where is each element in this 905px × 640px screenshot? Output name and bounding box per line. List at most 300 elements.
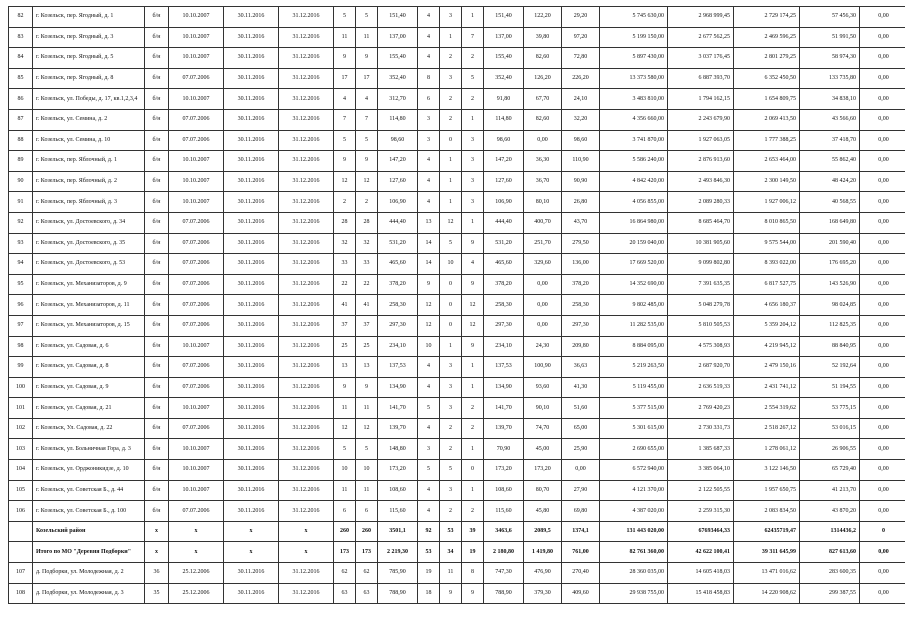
cell-b: 9 <box>356 48 378 69</box>
cell-i: 1374,1 <box>562 521 600 542</box>
cell-b: 63 <box>356 583 378 604</box>
cell-l: 14 220 908,62 <box>734 583 800 604</box>
cell-e: 5 <box>440 460 462 481</box>
table-row <box>9 130 905 151</box>
cell-i: 72,80 <box>562 48 600 69</box>
cell-addr: г. Козельск, ул. Механизаторов, д. 15 <box>33 315 145 336</box>
cell-d1: 07.07.2006 <box>169 315 224 336</box>
cell-m: 65 729,40 <box>800 460 860 481</box>
cell-d3: 31.12.2016 <box>279 151 334 172</box>
cell-b: 11 <box>356 398 378 419</box>
cell-a: 173 <box>334 542 356 563</box>
cell-n: 0,00 <box>860 501 905 522</box>
cell-d3: 31.12.2016 <box>279 336 334 357</box>
cell-doc: б/н <box>145 130 169 151</box>
table-row <box>9 315 905 336</box>
cell-d: 4 <box>418 357 440 378</box>
cell-no: 108 <box>9 583 33 604</box>
cell-j: 131 443 020,00 <box>600 521 668 542</box>
cell-m: 48 424,20 <box>800 171 860 192</box>
cell-addr: г. Козельск, ул. Советская Б., д. 100 <box>33 501 145 522</box>
cell-no: 86 <box>9 89 33 110</box>
cell-e: 34 <box>440 542 462 563</box>
cell-doc: б/н <box>145 439 169 460</box>
cell-doc: б/н <box>145 192 169 213</box>
cell-addr: г. Козельск, ул. Садовая, д. 8 <box>33 357 145 378</box>
cell-m: 1314436,2 <box>800 521 860 542</box>
cell-n: 0 <box>860 521 905 542</box>
cell-f: 3 <box>462 130 484 151</box>
cell-c: 531,20 <box>378 233 418 254</box>
cell-b: 5 <box>356 439 378 460</box>
cell-d1: 10.10.2007 <box>169 171 224 192</box>
cell-n: 0,00 <box>860 7 905 28</box>
cell-b: 13 <box>356 357 378 378</box>
cell-e: 1 <box>440 171 462 192</box>
cell-d3: 31.12.2016 <box>279 274 334 295</box>
cell-addr: г. Козельск, ул. Семина, д. 10 <box>33 130 145 151</box>
cell-h: 2089,5 <box>524 521 562 542</box>
cell-h: 90,10 <box>524 398 562 419</box>
cell-b: 11 <box>356 480 378 501</box>
cell-i: 36,63 <box>562 357 600 378</box>
cell-e: 2 <box>440 418 462 439</box>
cell-f: 1 <box>462 377 484 398</box>
cell-l: 2 518 267,12 <box>734 418 800 439</box>
cell-g: 151,40 <box>484 7 524 28</box>
cell-d3: 31.12.2016 <box>279 130 334 151</box>
cell-d: 4 <box>418 501 440 522</box>
cell-addr: г. Козельск, ул. Достоевского, д. 35 <box>33 233 145 254</box>
cell-a: 33 <box>334 254 356 275</box>
cell-c: 234,10 <box>378 336 418 357</box>
cell-j: 5 377 515,00 <box>600 398 668 419</box>
cell-l: 1 654 809,75 <box>734 89 800 110</box>
cell-k: 1 385 687,33 <box>668 439 734 460</box>
cell-d1: 07.07.2006 <box>169 295 224 316</box>
cell-l: 2 083 834,50 <box>734 501 800 522</box>
cell-d: 4 <box>418 418 440 439</box>
cell-i: 32,20 <box>562 109 600 130</box>
cell-j: 6 572 940,00 <box>600 460 668 481</box>
cell-b: 11 <box>356 27 378 48</box>
cell-f: 9 <box>462 274 484 295</box>
cell-j: 4 842 420,00 <box>600 171 668 192</box>
cell-c: 155,40 <box>378 48 418 69</box>
cell-m: 133 735,80 <box>800 68 860 89</box>
cell-b: 62 <box>356 563 378 584</box>
cell-addr: г. Козельск, ул. Семина, д. 2 <box>33 109 145 130</box>
cell-d: 5 <box>418 460 440 481</box>
cell-a: 11 <box>334 27 356 48</box>
cell-l: 2 801 279,25 <box>734 48 800 69</box>
housing-register-table <box>8 6 905 604</box>
cell-d3: 31.12.2016 <box>279 192 334 213</box>
cell-d2: 30.11.2016 <box>224 439 279 460</box>
cell-f: 2 <box>462 418 484 439</box>
cell-d: 14 <box>418 233 440 254</box>
cell-g: 139,70 <box>484 418 524 439</box>
cell-no: 88 <box>9 130 33 151</box>
cell-g: 465,60 <box>484 254 524 275</box>
cell-j: 9 802 485,00 <box>600 295 668 316</box>
cell-b: 9 <box>356 151 378 172</box>
cell-l: 2 300 149,50 <box>734 171 800 192</box>
cell-e: 1 <box>440 192 462 213</box>
cell-h: 67,70 <box>524 89 562 110</box>
cell-e: 0 <box>440 315 462 336</box>
cell-f: 12 <box>462 315 484 336</box>
cell-n: 0,00 <box>860 418 905 439</box>
cell-l: 1 777 388,25 <box>734 130 800 151</box>
cell-i: 110,90 <box>562 151 600 172</box>
cell-doc: б/н <box>145 501 169 522</box>
cell-e: 3 <box>440 480 462 501</box>
cell-addr: г. Козельск, ул. Достоевского, д. 34 <box>33 212 145 233</box>
cell-h: 0,00 <box>524 315 562 336</box>
cell-l: 62435719,47 <box>734 521 800 542</box>
cell-doc: б/н <box>145 274 169 295</box>
cell-k: 1 927 063,05 <box>668 130 734 151</box>
cell-g: 444,40 <box>484 212 524 233</box>
cell-f: 5 <box>462 68 484 89</box>
cell-h: 329,60 <box>524 254 562 275</box>
cell-h: 122,20 <box>524 7 562 28</box>
cell-b: 33 <box>356 254 378 275</box>
cell-d2: 30.11.2016 <box>224 212 279 233</box>
cell-g: 747,30 <box>484 563 524 584</box>
cell-b: 5 <box>356 130 378 151</box>
cell-e: 2 <box>440 48 462 69</box>
cell-m: 40 568,55 <box>800 192 860 213</box>
cell-i: 409,60 <box>562 583 600 604</box>
cell-d2: 30.11.2016 <box>224 377 279 398</box>
cell-n: 0,00 <box>860 171 905 192</box>
cell-g: 127,60 <box>484 171 524 192</box>
cell-k: 3 385 064,10 <box>668 460 734 481</box>
cell-c: 788,90 <box>378 583 418 604</box>
cell-k: 2 769 420,23 <box>668 398 734 419</box>
cell-c: 352,40 <box>378 68 418 89</box>
cell-h: 80,10 <box>524 192 562 213</box>
cell-l: 2 653 464,00 <box>734 151 800 172</box>
cell-c: 141,70 <box>378 398 418 419</box>
cell-n: 0,00 <box>860 89 905 110</box>
cell-l: 2 431 741,12 <box>734 377 800 398</box>
cell-doc: б/н <box>145 27 169 48</box>
cell-i: 90,90 <box>562 171 600 192</box>
cell-n: 0,00 <box>860 151 905 172</box>
cell-n: 0,00 <box>860 109 905 130</box>
cell-i: 226,20 <box>562 68 600 89</box>
cell-doc: б/н <box>145 7 169 28</box>
cell-l: 5 359 204,12 <box>734 315 800 336</box>
cell-d1: 07.07.2006 <box>169 377 224 398</box>
cell-l: 2 469 596,25 <box>734 27 800 48</box>
cell-d3: 31.12.2016 <box>279 254 334 275</box>
cell-a: 9 <box>334 48 356 69</box>
cell-b: 32 <box>356 233 378 254</box>
cell-d2: 30.11.2016 <box>224 89 279 110</box>
cell-i: 270,40 <box>562 563 600 584</box>
cell-d1: 07.07.2006 <box>169 233 224 254</box>
cell-c: 444,40 <box>378 212 418 233</box>
cell-no: 101 <box>9 398 33 419</box>
cell-d: 4 <box>418 171 440 192</box>
cell-m: 88 840,95 <box>800 336 860 357</box>
cell-h: 0,00 <box>524 295 562 316</box>
cell-j: 11 282 535,00 <box>600 315 668 336</box>
cell-d2: 30.11.2016 <box>224 130 279 151</box>
cell-d: 3 <box>418 130 440 151</box>
cell-i: 279,50 <box>562 233 600 254</box>
cell-d1: 07.07.2006 <box>169 212 224 233</box>
cell-i: 65,00 <box>562 418 600 439</box>
cell-m: 53 016,15 <box>800 418 860 439</box>
cell-m: 143 526,90 <box>800 274 860 295</box>
cell-b: 5 <box>356 7 378 28</box>
cell-d1: 10.10.2007 <box>169 398 224 419</box>
cell-d3: x <box>279 542 334 563</box>
cell-f: 9 <box>462 233 484 254</box>
cell-d1: 10.10.2007 <box>169 7 224 28</box>
cell-doc: б/н <box>145 212 169 233</box>
cell-b: 9 <box>356 377 378 398</box>
cell-j: 5 119 455,00 <box>600 377 668 398</box>
cell-j: 20 159 040,00 <box>600 233 668 254</box>
cell-d3: 31.12.2016 <box>279 439 334 460</box>
cell-a: 11 <box>334 398 356 419</box>
cell-m: 52 192,64 <box>800 357 860 378</box>
cell-a: 37 <box>334 315 356 336</box>
cell-m: 201 590,40 <box>800 233 860 254</box>
cell-d: 5 <box>418 398 440 419</box>
cell-a: 260 <box>334 521 356 542</box>
cell-n: 0,00 <box>860 68 905 89</box>
cell-addr: г. Козельск, пер. Ягодный, д. 1 <box>33 7 145 28</box>
cell-k: 3 037 176,45 <box>668 48 734 69</box>
cell-e: 2 <box>440 501 462 522</box>
cell-m: 43 870,20 <box>800 501 860 522</box>
cell-e: 3 <box>440 68 462 89</box>
cell-doc: б/н <box>145 357 169 378</box>
cell-d2: 30.11.2016 <box>224 460 279 481</box>
cell-addr: г. Козельск, ул. Садовая, д. 6 <box>33 336 145 357</box>
cell-h: 93,60 <box>524 377 562 398</box>
cell-f: 39 <box>462 521 484 542</box>
total-row <box>9 542 905 563</box>
cell-no: 98 <box>9 336 33 357</box>
cell-k: 14 605 418,03 <box>668 563 734 584</box>
cell-i: 25,90 <box>562 439 600 460</box>
cell-g: 106,90 <box>484 192 524 213</box>
cell-d2: 30.11.2016 <box>224 68 279 89</box>
cell-l: 2 729 174,25 <box>734 7 800 28</box>
cell-e: 0 <box>440 274 462 295</box>
cell-doc: б/н <box>145 460 169 481</box>
cell-no: 100 <box>9 377 33 398</box>
cell-k: 2 089 280,33 <box>668 192 734 213</box>
cell-h: 45,80 <box>524 501 562 522</box>
cell-h: 100,90 <box>524 357 562 378</box>
cell-g: 155,40 <box>484 48 524 69</box>
cell-c: 151,40 <box>378 7 418 28</box>
cell-d1: 07.07.2006 <box>169 254 224 275</box>
cell-j: 5 199 150,00 <box>600 27 668 48</box>
cell-d1: 07.07.2006 <box>169 130 224 151</box>
cell-d2: 30.11.2016 <box>224 171 279 192</box>
table-row <box>9 233 905 254</box>
cell-addr: г. Козельск, пер. Ягодный, д. 8 <box>33 68 145 89</box>
cell-n: 0,00 <box>860 254 905 275</box>
cell-g: 173,20 <box>484 460 524 481</box>
cell-b: 37 <box>356 315 378 336</box>
cell-addr: г. Козельск, ул. Орджоникидзе, д. 10 <box>33 460 145 481</box>
table-row <box>9 48 905 69</box>
cell-d3: 31.12.2016 <box>279 501 334 522</box>
cell-d3: 31.12.2016 <box>279 171 334 192</box>
cell-e: 2 <box>440 439 462 460</box>
cell-no <box>9 542 33 563</box>
cell-d2: 30.11.2016 <box>224 254 279 275</box>
cell-k: 2 122 505,55 <box>668 480 734 501</box>
cell-d: 19 <box>418 563 440 584</box>
table-row <box>9 336 905 357</box>
cell-d2: 30.11.2016 <box>224 501 279 522</box>
cell-k: 5 048 279,78 <box>668 295 734 316</box>
cell-d: 4 <box>418 27 440 48</box>
cell-a: 12 <box>334 171 356 192</box>
cell-d: 4 <box>418 480 440 501</box>
cell-d: 10 <box>418 336 440 357</box>
cell-no: 82 <box>9 7 33 28</box>
cell-d3: 31.12.2016 <box>279 7 334 28</box>
cell-d1: 07.07.2006 <box>169 418 224 439</box>
cell-l: 2 069 413,50 <box>734 109 800 130</box>
cell-b: 10 <box>356 460 378 481</box>
cell-m: 26 906,55 <box>800 439 860 460</box>
cell-no: 83 <box>9 27 33 48</box>
table-row <box>9 171 905 192</box>
cell-f: 3 <box>462 192 484 213</box>
cell-b: 173 <box>356 542 378 563</box>
cell-e: 1 <box>440 151 462 172</box>
cell-m: 176 695,20 <box>800 254 860 275</box>
cell-h: 80,70 <box>524 480 562 501</box>
cell-f: 1 <box>462 212 484 233</box>
cell-g: 108,60 <box>484 480 524 501</box>
cell-d3: 31.12.2016 <box>279 295 334 316</box>
cell-j: 5 301 615,00 <box>600 418 668 439</box>
cell-d1: 10.10.2007 <box>169 192 224 213</box>
cell-h: 1 419,80 <box>524 542 562 563</box>
cell-d3: 31.12.2016 <box>279 212 334 233</box>
cell-i: 43,70 <box>562 212 600 233</box>
cell-no: 85 <box>9 68 33 89</box>
cell-c: 137,00 <box>378 27 418 48</box>
cell-n: 0,00 <box>860 212 905 233</box>
cell-d: 53 <box>418 542 440 563</box>
cell-m: 168 649,80 <box>800 212 860 233</box>
cell-d3: 31.12.2016 <box>279 109 334 130</box>
cell-f: 1 <box>462 7 484 28</box>
cell-n: 0,00 <box>860 295 905 316</box>
cell-addr: г. Козельск, ул. Механизаторов, д. 11 <box>33 295 145 316</box>
cell-k: 8 685 464,70 <box>668 212 734 233</box>
table-row <box>9 212 905 233</box>
cell-k: 67693464,33 <box>668 521 734 542</box>
cell-l: 6 817 527,75 <box>734 274 800 295</box>
cell-f: 8 <box>462 563 484 584</box>
cell-e: 3 <box>440 377 462 398</box>
cell-k: 9 099 802,80 <box>668 254 734 275</box>
cell-addr: д. Подборки, ул. Молодежная, д. 3 <box>33 583 145 604</box>
table-row <box>9 7 905 28</box>
cell-d2: 30.11.2016 <box>224 192 279 213</box>
table-row <box>9 460 905 481</box>
cell-k: 15 418 458,83 <box>668 583 734 604</box>
cell-a: 17 <box>334 68 356 89</box>
cell-d2: 30.11.2016 <box>224 151 279 172</box>
cell-d1: x <box>169 521 224 542</box>
cell-no <box>9 521 33 542</box>
cell-k: 2 493 846,30 <box>668 171 734 192</box>
cell-addr: г. Козельск, ул. Достоевского, д. 53 <box>33 254 145 275</box>
cell-d: 4 <box>418 192 440 213</box>
cell-e: 12 <box>440 212 462 233</box>
cell-g: 91,80 <box>484 89 524 110</box>
cell-doc: x <box>145 521 169 542</box>
cell-d: 8 <box>418 68 440 89</box>
cell-no: 105 <box>9 480 33 501</box>
cell-e: 0 <box>440 295 462 316</box>
cell-k: 2 968 999,45 <box>668 7 734 28</box>
cell-no: 96 <box>9 295 33 316</box>
cell-d2: 30.11.2016 <box>224 295 279 316</box>
cell-a: 11 <box>334 480 356 501</box>
cell-b: 25 <box>356 336 378 357</box>
table-row <box>9 418 905 439</box>
cell-g: 70,90 <box>484 439 524 460</box>
cell-h: 251,70 <box>524 233 562 254</box>
cell-d2: 30.11.2016 <box>224 109 279 130</box>
cell-c: 173,20 <box>378 460 418 481</box>
cell-d3: 31.12.2016 <box>279 48 334 69</box>
cell-a: 5 <box>334 7 356 28</box>
cell-n: 0,00 <box>860 542 905 563</box>
cell-j: 82 761 360,00 <box>600 542 668 563</box>
cell-j: 14 352 690,00 <box>600 274 668 295</box>
cell-c: 258,30 <box>378 295 418 316</box>
cell-m: 51 991,50 <box>800 27 860 48</box>
cell-addr: г. Козельск, пер. Яблочный, д. 2 <box>33 171 145 192</box>
cell-d1: 10.10.2007 <box>169 336 224 357</box>
cell-k: 2 636 519,33 <box>668 377 734 398</box>
cell-g: 134,90 <box>484 377 524 398</box>
cell-addr: Итого по МО "Деревня Подборки" <box>33 542 145 563</box>
cell-m: 58 974,30 <box>800 48 860 69</box>
cell-n: 0,00 <box>860 398 905 419</box>
cell-d1: x <box>169 542 224 563</box>
table-row <box>9 151 905 172</box>
cell-f: 19 <box>462 542 484 563</box>
cell-no: 84 <box>9 48 33 69</box>
cell-d: 4 <box>418 151 440 172</box>
cell-addr: г. Козельск, пер. Яблочный, д. 1 <box>33 151 145 172</box>
cell-d1: 07.07.2006 <box>169 357 224 378</box>
cell-doc: x <box>145 542 169 563</box>
cell-no: 104 <box>9 460 33 481</box>
